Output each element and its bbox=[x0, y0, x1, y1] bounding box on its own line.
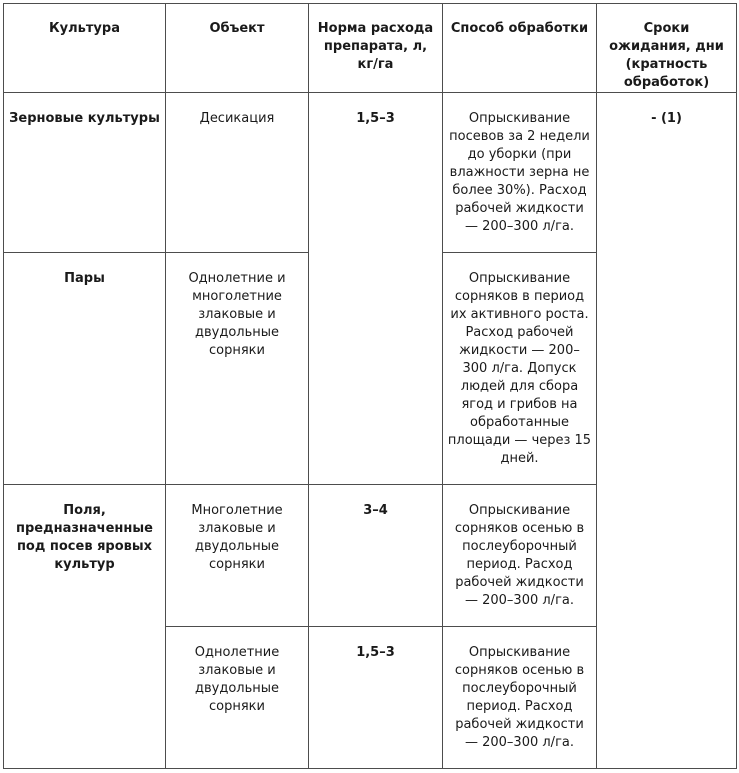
object-cell: Однолетние и многолетние злаковые и двудольные сорняки bbox=[166, 253, 309, 485]
crop-cell: Зерновые культуры bbox=[4, 93, 166, 253]
method-cell: Опрыскивание сорняков осенью в послеуборочный период. Расход рабочей жидкости — 200–300 л/га. bbox=[443, 485, 597, 627]
header-object: Объект bbox=[166, 4, 309, 93]
header-terms: Сроки ожидания, дни (кратность обработок) bbox=[597, 4, 737, 93]
terms-cell: - (1) bbox=[597, 93, 737, 769]
method-cell: Опрыскивание посевов за 2 недели до уборки (при влажности зерна не более 30%). Расход рабочей жидкости — 200–300 л/га. bbox=[443, 93, 597, 253]
method-cell: Опрыскивание сорняков осенью в послеуборочный период. Расход рабочей жидкости — 200–300 л/га. bbox=[443, 627, 597, 769]
crop-cell: Поля, предназначенные под посев яровых культур bbox=[4, 485, 166, 769]
regulations-table bbox=[3, 3, 737, 769]
header-crop: Культура bbox=[4, 4, 166, 93]
table-row bbox=[4, 93, 737, 253]
object-cell: Однолетние злаковые и двудольные сорняки bbox=[166, 627, 309, 769]
rate-cell: 3–4 bbox=[309, 485, 443, 627]
method-cell: Опрыскивание сорняков в период их активного роста. Расход рабочей жидкости — 200–300 л/га. Допуск людей для сбора ягод и грибов на обработанные площади — через 15 дней. bbox=[443, 253, 597, 485]
header-rate: Норма расхода препарата, л, кг/га bbox=[309, 4, 443, 93]
object-cell: Многолетние злаковые и двудольные сорняки bbox=[166, 485, 309, 627]
rate-cell: 1,5–3 bbox=[309, 627, 443, 769]
header-row bbox=[4, 4, 737, 93]
header-method: Способ обработки bbox=[443, 4, 597, 93]
rate-cell: 1,5–3 bbox=[309, 93, 443, 485]
object-cell: Десикация bbox=[166, 93, 309, 253]
crop-cell: Пары bbox=[4, 253, 166, 485]
